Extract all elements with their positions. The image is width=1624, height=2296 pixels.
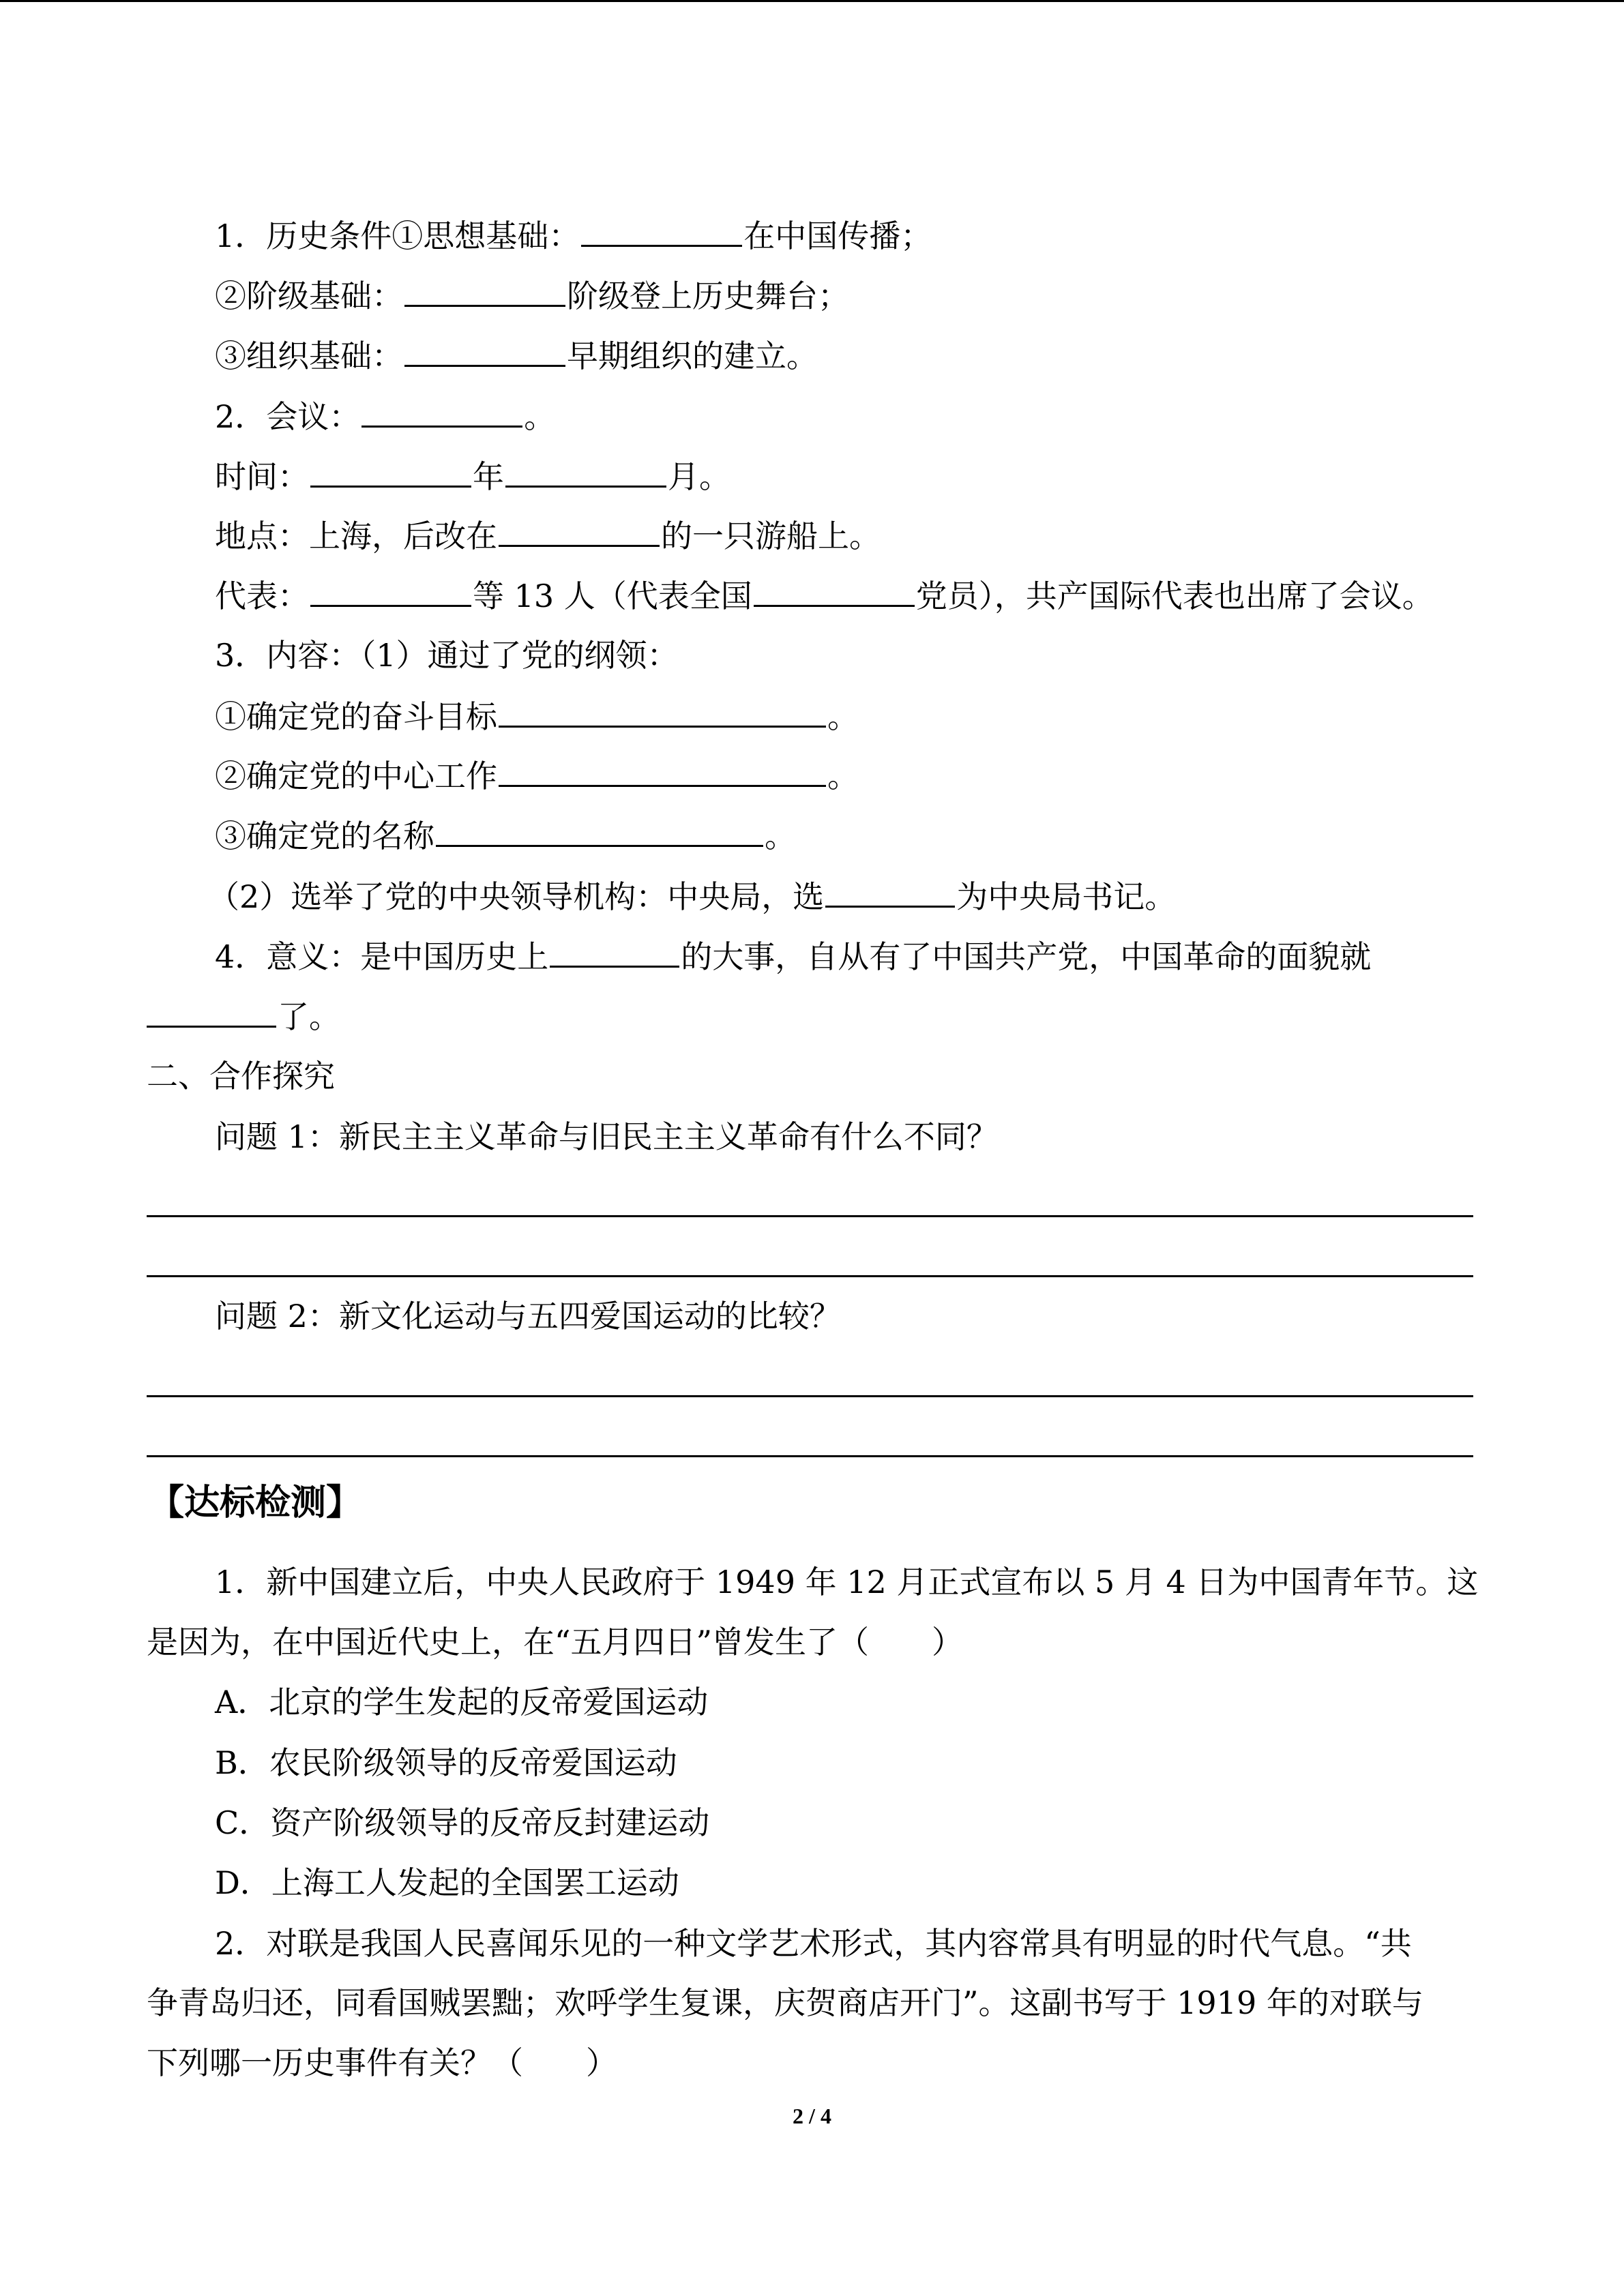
- condition-class: ②阶级基础： 阶级登上历史舞台；: [215, 275, 1545, 316]
- option-d[interactable]: D．上海工人发起的全国罢工运动: [215, 1864, 679, 1901]
- condition-organization: ③组织基础： 早期组织的建立。: [215, 335, 1545, 376]
- blank-field[interactable]: [499, 755, 826, 787]
- test-question-2-line-1: 2．对联是我国人民喜闻乐见的一种文学艺术形式，其内容常具有明显的时代气息。“共: [215, 1925, 1412, 1962]
- meeting-time: 时间： 年 月。: [215, 456, 1545, 497]
- test-question-2-line-3: 下列哪一历史事件有关？（ ）: [147, 2044, 617, 2081]
- test-heading: 【达标检测】: [149, 1482, 362, 1523]
- blank-field[interactable]: [147, 996, 276, 1028]
- party-name: ③确定党的名称 。: [215, 815, 1545, 856]
- question-1: 问题 1：新民主主义革命与旧民主主义革命有什么不同？: [215, 1118, 998, 1155]
- test-question-2-line-2: 争青岛归还，同看国贼罢黜；欢呼学生复课，庆贺商店开门”。这副书写于 1919 年的对联与: [147, 1984, 1423, 2021]
- blank-field[interactable]: [310, 456, 471, 488]
- significance-continued: 了。: [147, 996, 1477, 1037]
- party-goal: ①确定党的奋斗目标 。: [215, 696, 1545, 737]
- blank-field[interactable]: [825, 876, 955, 908]
- meeting-place: 地点：上海，后改在 的一只游船上。: [215, 515, 1545, 556]
- blank-field[interactable]: [499, 515, 660, 547]
- blank-field[interactable]: [499, 696, 826, 728]
- answer-line[interactable]: [147, 1275, 1473, 1277]
- answer-line[interactable]: [147, 1395, 1473, 1397]
- option-a[interactable]: A．北京的学生发起的反帝爱国运动: [215, 1684, 709, 1720]
- option-c[interactable]: C．资产阶级领导的反帝反封建运动: [215, 1804, 710, 1841]
- meeting-line: 2．会议： 。: [215, 396, 1545, 437]
- blank-field[interactable]: [550, 936, 679, 968]
- page-number: 2 / 4: [793, 2104, 831, 2128]
- top-border: [0, 0, 1624, 2]
- section-title: 二、合作探究: [147, 1058, 335, 1094]
- blank-field[interactable]: [310, 575, 471, 607]
- condition-ideology: 1．历史条件①思想基础： 在中国传播；: [215, 215, 1545, 256]
- blank-field[interactable]: [404, 275, 565, 307]
- party-central-work: ②确定党的中心工作 。: [215, 755, 1545, 796]
- answer-line[interactable]: [147, 1455, 1473, 1457]
- option-b[interactable]: B．农民阶级领导的反帝爱国运动: [215, 1744, 677, 1781]
- test-question-1-line-2: 是因为，在中国近代史上，在“五月四日”曾发生了（ ）: [147, 1624, 964, 1660]
- blank-field[interactable]: [505, 456, 666, 488]
- blank-field[interactable]: [436, 815, 763, 847]
- blank-field[interactable]: [581, 215, 742, 247]
- content-heading: 3．内容：（1）通过了党的纲领：: [215, 637, 679, 674]
- question-2: 问题 2：新文化运动与五四爱国运动的比较？: [215, 1298, 841, 1335]
- answer-line[interactable]: [147, 1215, 1473, 1217]
- meeting-representatives: 代表： 等 13 人（代表全国 党员），共产国际代表也出席了会议。: [215, 575, 1545, 616]
- test-question-1-line-1: 1．新中国建立后，中央人民政府于 1949 年 12 月正式宣布以 5 月 4 日为中国青年节。这: [215, 1564, 1479, 1600]
- central-bureau: （2）选举了党的中央领导机构：中央局，选 为中央局书记。: [208, 876, 1538, 917]
- blank-field[interactable]: [404, 335, 565, 367]
- blank-field[interactable]: [361, 396, 522, 428]
- significance: 4．意义：是中国历史上 的大事，自从有了中国共产党，中国革命的面貌就: [215, 936, 1545, 977]
- blank-field[interactable]: [754, 575, 915, 607]
